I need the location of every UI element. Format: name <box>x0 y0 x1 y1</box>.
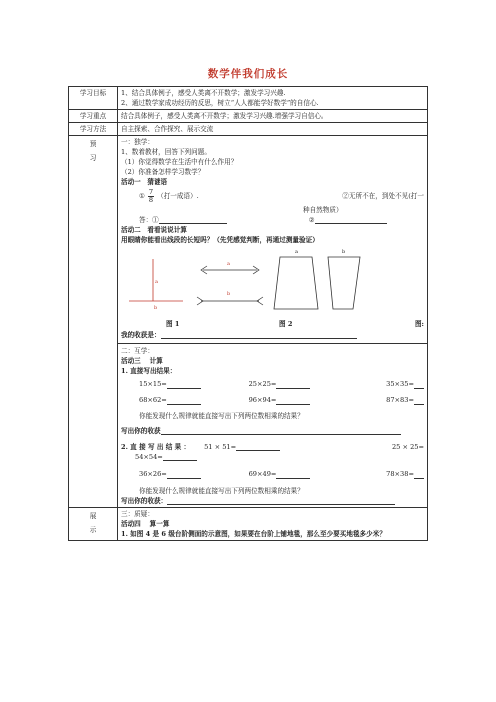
figure-2-caption: 图 2 <box>279 320 293 328</box>
blank-54x54[interactable] <box>163 453 197 461</box>
calc-51x51: 51 × 51= <box>204 443 237 451</box>
riddle-1-marker: ① <box>139 192 145 200</box>
goals-content <box>118 87 428 110</box>
harvest-3-blank[interactable] <box>167 497 395 505</box>
trapezoid-label-a: a <box>295 249 298 255</box>
answer-row <box>121 215 424 225</box>
blank-68x62[interactable] <box>167 397 201 405</box>
fig2-label-a: a <box>227 261 230 267</box>
study-plan-table <box>68 86 428 541</box>
activity-2-heading: 活动二 看看说说计算 <box>121 226 187 234</box>
question-2: （2）你准备怎样学习数学？ <box>121 168 205 176</box>
calc-35x35: 35×35= <box>386 380 414 388</box>
preview-label <box>69 136 118 508</box>
fraction <box>148 189 154 204</box>
activity-2-question: 用眼睛你能看出线段的长短吗？（先凭感觉判断，再通过测量验证） <box>121 236 319 244</box>
blank-96x94[interactable] <box>276 397 310 405</box>
pattern-question-2: 你能发现什么规律就能直接写出下列两位数相乘的结果？ <box>139 487 304 495</box>
goals-label: 学习目标 <box>69 87 118 110</box>
fig1-label-b: b <box>154 305 158 311</box>
preview-label-1: 预 <box>89 140 97 148</box>
section-divider <box>118 343 427 344</box>
read-instruction: 1、数着教材，回答下列问题。 <box>121 148 211 156</box>
activity-1-heading: 活动一 猜谜语 <box>121 178 168 186</box>
riddle-row <box>121 187 424 205</box>
blank-87x83[interactable] <box>414 397 424 405</box>
calc-1-row-1 <box>121 379 424 389</box>
harvest-2-blank[interactable] <box>161 427 401 435</box>
question-1: （1）你觉得数学在生活中有什么作用？ <box>121 158 238 166</box>
blank-35x35[interactable] <box>414 381 424 389</box>
calc-78x38: 78×38= <box>386 470 414 478</box>
figure-3-left-trapezoid <box>274 257 318 309</box>
preview-label-2: 习 <box>89 154 97 162</box>
show-label-1: 展 <box>89 512 97 520</box>
figure-3-right-trapezoid <box>328 257 360 309</box>
blank-25x25[interactable] <box>276 381 310 389</box>
show-label <box>69 508 118 541</box>
calc-68x62: 68×62= <box>139 396 167 404</box>
blank-15x15[interactable] <box>167 381 201 389</box>
solo-heading: 一：独学： <box>121 138 154 146</box>
calc-1-row-2 <box>121 395 424 405</box>
method-content: 自主探索、合作探究、展示交流 <box>118 123 428 136</box>
fraction-denominator: 8 <box>148 195 154 204</box>
stairs-carpet-question: 1. 如图 4 是 6 级台阶侧面的示意图，如果要在台阶上铺地毯，那么至少要买地毯多少米？ <box>121 530 386 538</box>
method-row <box>69 123 428 136</box>
preview-content <box>118 136 428 508</box>
figure-3-caption: 图: <box>414 320 424 328</box>
peer-learning-heading: 二：互学： <box>121 347 154 355</box>
calc-2-row-2 <box>121 452 424 462</box>
show-label-2: 示 <box>89 526 97 534</box>
calc-2-row-3 <box>121 469 424 479</box>
answer-2-label: ② <box>308 216 315 224</box>
goals-line-2: 2、通过数学家成功经历的反思，树立“人人都能学好数学”的自信心. <box>121 99 319 107</box>
answer-2-blank[interactable] <box>315 216 387 224</box>
calc-36x26: 36×26= <box>139 470 167 478</box>
calc-54x54: 54×54= <box>135 453 163 461</box>
trapezoid-label-b: b <box>342 249 346 255</box>
answer-1-blank[interactable] <box>159 216 227 224</box>
method-label: 学习方法 <box>69 123 118 136</box>
riddle-2-text: ②无所不在，到处不见(打一 <box>342 192 424 200</box>
calc-1-heading: 1. 直接写出结果： <box>121 367 177 375</box>
keypoint-label: 学习重点 <box>69 110 118 123</box>
activity-3-heading: 活动三 计算 <box>121 357 163 365</box>
harvest-2-row <box>121 426 424 436</box>
harvest-2-label: 写出你的收获 <box>121 427 161 435</box>
fraction-numerator: 7 <box>148 187 154 196</box>
calc-2-row-1 <box>121 442 424 452</box>
harvest-3-row <box>121 496 424 506</box>
pattern-question-1: 你能发现什么规律就能直接写出下列两位数相乘的结果？ <box>139 412 304 420</box>
goals-line-1: 1、结合具体例子，感受人类离不开数学；激发学习兴趣. <box>121 89 286 97</box>
figure-2 <box>197 266 263 305</box>
question-heading: 三：质疑： <box>121 510 154 518</box>
calc-69x49: 69×49= <box>248 470 277 478</box>
calc-87x83: 87×83= <box>386 396 414 404</box>
goals-row <box>69 87 428 110</box>
fig2-label-b: b <box>227 291 231 297</box>
activity-4-heading: 活动四 算一算 <box>121 520 170 528</box>
figures-svg <box>121 247 421 317</box>
show-content <box>118 508 428 541</box>
calc-96x94: 96×94= <box>248 396 277 404</box>
riddle-1-text: （打一成语）. <box>157 192 199 200</box>
keypoint-content: 结合具体例子，感受人类离不开数学；激发学习兴趣.增强学习自信心。 <box>118 110 428 123</box>
preview-row <box>69 136 428 508</box>
line-illusion-figures <box>121 247 424 317</box>
figure-captions <box>121 319 424 330</box>
figure-1-caption: 图 1 <box>166 320 180 328</box>
calc-15x15: 15×15= <box>139 380 167 388</box>
harvest-label: 我的收获是： <box>121 331 161 339</box>
blank-69x49[interactable] <box>276 471 310 479</box>
harvest-row <box>121 330 424 340</box>
blank-78x38[interactable] <box>414 471 424 479</box>
fig1-label-a: a <box>155 279 158 285</box>
calc-2-heading: 2. 直 接 写 出 结 果 ： <box>121 443 191 451</box>
answer-1-label: 答：① <box>139 216 159 224</box>
blank-51x51[interactable] <box>236 443 280 451</box>
harvest-blank[interactable] <box>161 331 357 339</box>
page-title: 数学伴我们成长 <box>207 68 289 80</box>
harvest-3-label: 写出你的收获： <box>121 497 168 505</box>
riddle-2-continued: 种自然物质） <box>303 206 343 214</box>
show-row <box>69 508 428 541</box>
keypoint-row <box>69 110 428 123</box>
calc-25x25-b: 25 × 25= <box>391 443 424 451</box>
blank-36x26[interactable] <box>167 471 201 479</box>
calc-25x25: 25×25= <box>248 380 277 388</box>
